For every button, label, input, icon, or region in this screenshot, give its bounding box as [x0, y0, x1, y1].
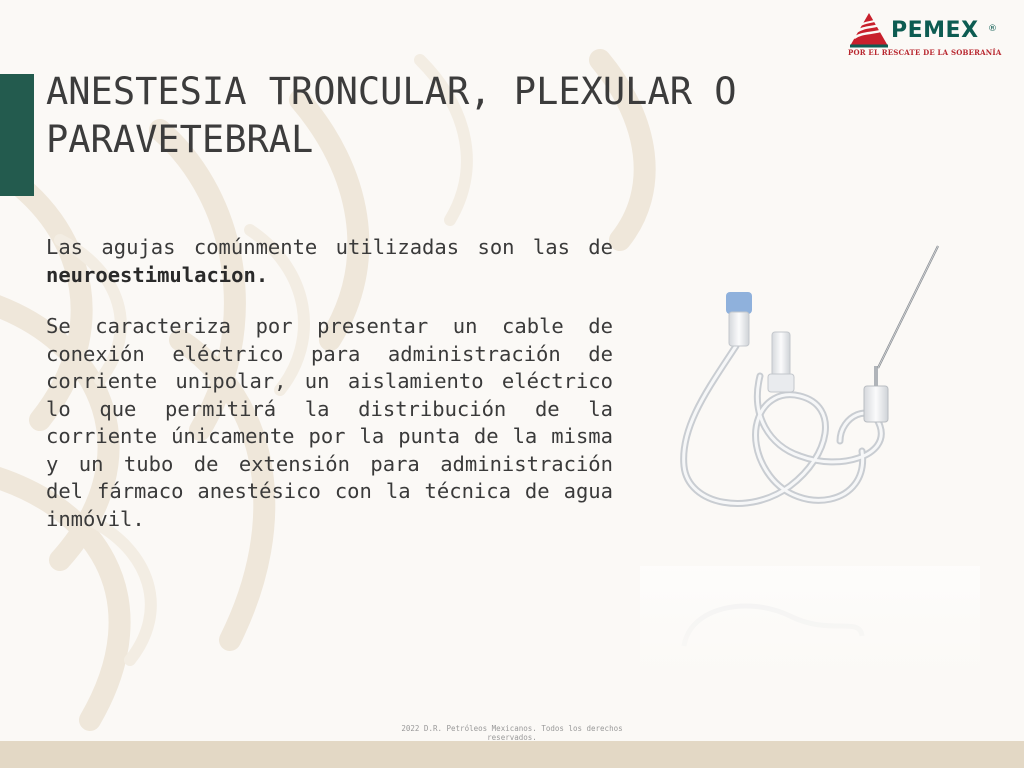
title-accent-bar — [0, 74, 34, 196]
paragraph-needles-emphasis: neuroestimulacion. — [46, 262, 269, 287]
footer-band — [0, 741, 1024, 768]
paragraph-needles-text: Las agujas comúnmente utilizadas son las de — [46, 235, 613, 259]
pemex-eagle-logo-icon — [848, 12, 890, 48]
logo-tagline: POR EL RESCATE DE LA SOBERANÍA — [848, 48, 1002, 57]
copyright-notice: 2022 D.R. Petróleos Mexicanos. Todos los derechos reservados. — [401, 724, 623, 742]
body-text — [46, 234, 613, 557]
neurostimulation-needle-image — [640, 236, 980, 676]
paragraph-needles — [46, 234, 613, 289]
paragraph-description: Se caracteriza por presentar un cable de conexión eléctrico para administración de corriente unipolar, un aislamiento eléctrico lo que permitirá la distribución de la corriente únicamente por la punta de la misma y un tubo de extensión para administración del fármaco anestésico con la técnica de agua inmóvil. — [46, 314, 613, 531]
pemex-logo — [846, 10, 1002, 58]
page-title: ANESTESIA TRONCULAR, PLEXULAR O PARAVETEBRAL — [46, 70, 737, 161]
logo-name: PEMEX — [891, 18, 979, 43]
logo-registered-mark: ® — [988, 24, 997, 34]
